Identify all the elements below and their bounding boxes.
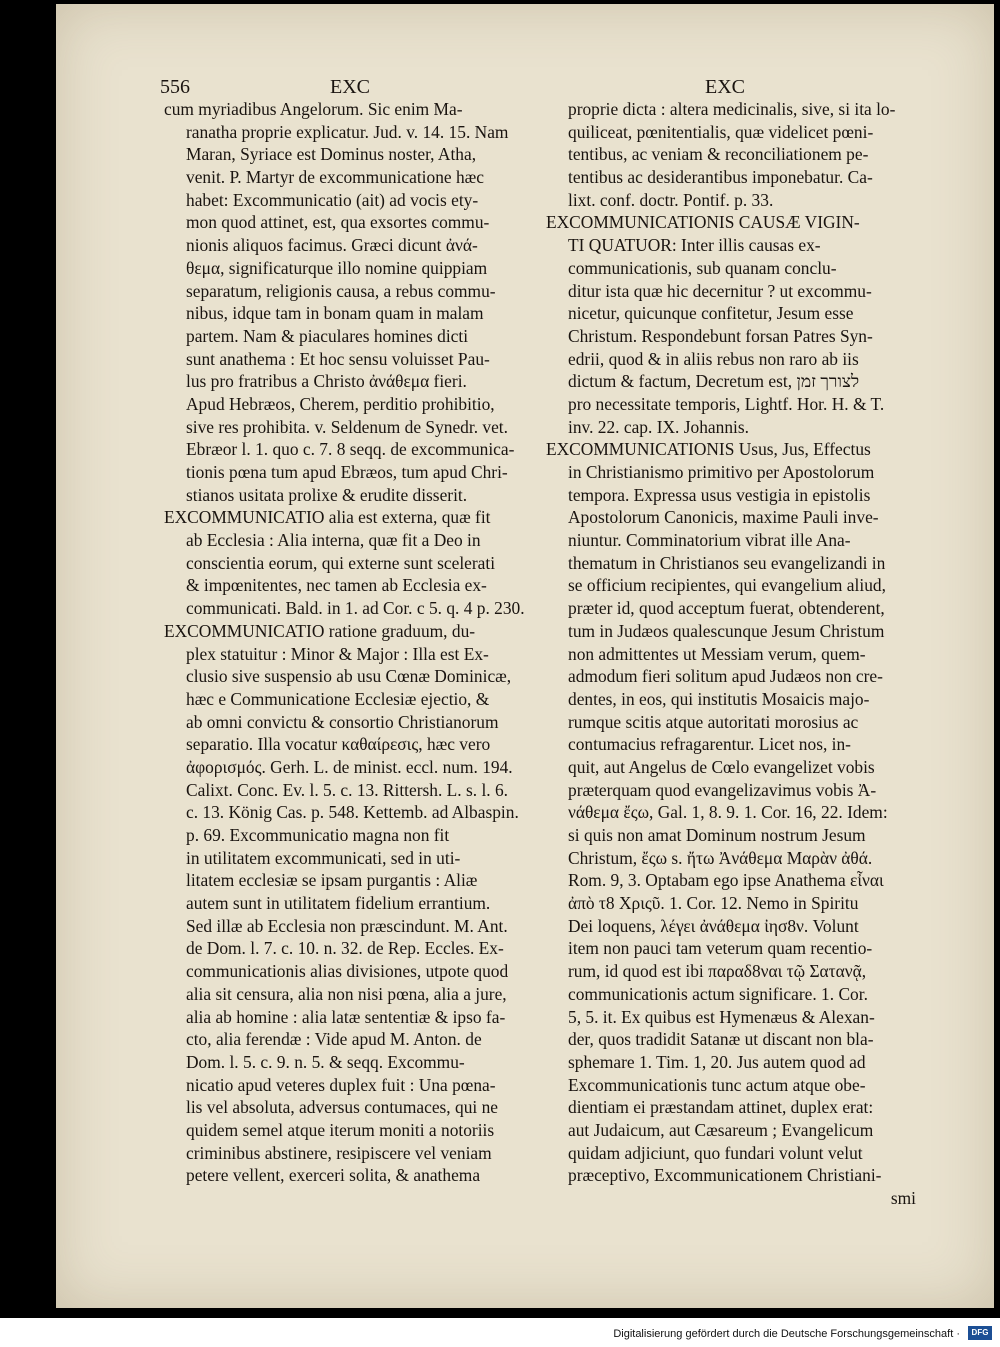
- text-line: si quis non amat Dominum nostrum Jesum: [568, 825, 866, 845]
- text-line: proprie dicta : altera medicinalis, sive, si ita lo-: [568, 99, 896, 119]
- text-line: nibus, idque tam in bonam quam in malam: [186, 303, 484, 324]
- text-line: partem. Nam & piaculares homines dicti: [186, 325, 469, 346]
- catchword: smi: [890, 1188, 916, 1208]
- text-line: Excommunicationis tunc actum atque obe-: [568, 1074, 866, 1095]
- text-line: lus pro fratribus a Christo ἀνάθεμα fieri.: [186, 371, 467, 392]
- text-line: Dei loquens, λέγει ἀνάθεμα ἰησ8ν. Volunt: [568, 915, 859, 936]
- text-line: tionis pœna tum apud Ebræos, tum apud Chri-: [186, 462, 508, 482]
- text-line: Rom. 9, 3. Optabam ego ipse Anathema εἶναι: [568, 870, 884, 891]
- text-line: niuntur. Comminatorium vibrat ille Ana-: [568, 530, 851, 551]
- text-line: & impœnitentes, nec tamen ab Ecclesia ex-: [186, 575, 487, 596]
- text-line: aut Judaicum, aut Cæsareum ; Evangelicum: [568, 1119, 874, 1140]
- text-line: tempora. Expressa usus vestigia in epistolis: [568, 484, 871, 505]
- text-line: tum in Judæos qualescunque Jesum Christum: [568, 620, 885, 641]
- text-line: separatum, religionis causa, a rebus commu-: [186, 280, 496, 301]
- text-line: nicetur, quicunque confitetur, Jesum esse: [568, 303, 854, 324]
- text-line: sive res prohibita. v. Seldenum de Synedr. vet.: [186, 416, 508, 437]
- text-line: ab Ecclesia : Alia interna, quæ fit a Deo in: [186, 530, 481, 551]
- text-line: item non pauci tam veterum quam recentio-: [568, 938, 873, 959]
- text-line: νάθεμα ἔςω, Gal. 1, 8. 9. 1. Cor. 16, 22. Idem:: [568, 802, 888, 823]
- text-line: mon quod attinet, est, qua exsortes commu-: [186, 212, 490, 233]
- text-line: lixt. conf. doctr. Pontif. p. 33.: [568, 189, 774, 210]
- text-line: nicatio apud veteres duplex fuit : Una pœna-: [186, 1074, 496, 1095]
- text-line: admodum fieri solitum apud Judæos non cre-: [568, 666, 883, 687]
- text-line: TI QUATUOR: Inter illis causas ex-: [568, 235, 821, 256]
- footer-bar: [0, 1318, 1000, 1347]
- text-line: petere vellent, exerceri solita, & anathema: [186, 1165, 481, 1186]
- text-line: rumque scitis atque autoritati morosius ac: [568, 711, 859, 732]
- text-line: tentibus ac desiderantibus imponebatur. Ca-: [568, 167, 873, 188]
- footer-credit: Digitalisierung gefördert durch die Deutsche Forschungsgemeinschaft ·: [613, 1328, 960, 1340]
- text-line: p. 69. Excommunicatio magna non fit: [186, 825, 450, 845]
- text-line: 5, 5. it. Ex quibus est Hymenæus & Alexan-: [568, 1006, 875, 1027]
- running-head-right: EXC: [705, 76, 745, 98]
- text-line: dientiam ei præstandam attinet, duplex erat:: [568, 1097, 874, 1118]
- text-line: θεμα, significaturque illo nomine quippiam: [186, 257, 488, 278]
- text-line: Calixt. Conc. Ev. l. 5. c. 13. Rittersh. L. s. l. 6.: [186, 779, 509, 800]
- text-line: clusio sive suspensio ab usu Cœnæ Dominicæ,: [186, 666, 512, 687]
- text-line: separatio. Illa vocatur καθαίρεσις, hæc vero: [186, 734, 491, 755]
- text-line: rum, id quod est ibi παραδ8ναι τῷ Σατανᾷ,: [568, 961, 867, 982]
- text-line: in Christianismo primitivo per Apostolorum: [568, 462, 875, 482]
- text-line: der, quos tradidit Satanæ ut discant non bla-: [568, 1029, 874, 1050]
- text-line: litatem ecclesiæ se ipsam purgantis : Aliæ: [186, 870, 478, 891]
- text-line: tentibus, ac veniam & reconciliationem pe-: [568, 144, 869, 165]
- text-line: Sed illæ ab Ecclesia non præscindunt. M. Ant.: [186, 915, 508, 936]
- text-line: sphemare 1. Tim. 1, 20. Jus autem quod ad: [568, 1051, 866, 1072]
- running-head-left: EXC: [330, 76, 370, 98]
- text-line: dictum & factum, Decretum est, לצורך זמן: [568, 371, 860, 392]
- text-line: quidem semel atque iterum moniti a notoriis: [186, 1119, 495, 1140]
- text-line: edrii, quod & in aliis rebus non raro ab iis: [568, 348, 859, 369]
- text-line: non admittentes ut Messiam verum, quem-: [568, 643, 866, 664]
- text-line: pro necessitate temporis, Lightf. Hor. H. & T.: [568, 393, 885, 414]
- text-line: præter id, quod acceptum fuerat, obtenderent,: [568, 598, 885, 619]
- text-line: EXCOMMUNICATIO alia est externa, quæ fit: [164, 507, 491, 528]
- text-line: præceptivo, Excommunicationem Christiani-: [568, 1165, 882, 1186]
- text-line: cum myriadibus Angelorum. Sic enim Ma-: [164, 99, 463, 119]
- text-line: communicationis, sub quanam conclu-: [568, 257, 837, 278]
- text-line: criminibus abstinere, resipiscere vel veniam: [186, 1142, 492, 1163]
- text-line: communicationis alias divisiones, utpote quod: [186, 961, 509, 982]
- text-line: cto, alia ferendæ : Vide apud M. Anton. de: [186, 1029, 482, 1050]
- text-line: alia sit censura, alia non nisi pœna, alia a jure,: [186, 983, 507, 1004]
- right-column: [546, 98, 924, 1210]
- text-line: venit. P. Martyr de excommunicatione hæc: [186, 167, 484, 188]
- text-line: stianos usitata prolixe & erudite disserit.: [186, 484, 468, 505]
- text-line: se officium recipientes, qui evangelium aliud,: [568, 575, 886, 596]
- text-line: quidam adjiciunt, quo fundari volunt velut: [568, 1142, 863, 1163]
- text-line: communicati. Bald. in 1. ad Cor. c 5. q. 4 p. 230.: [186, 598, 525, 619]
- text-line: ranatha proprie explicatur. Jud. v. 14. 15. Nam: [186, 121, 509, 142]
- page-number: 556: [160, 76, 190, 98]
- text-line: communicationis actum significare. 1. Cor.: [568, 983, 868, 1004]
- text-line: plex statuitur : Minor & Major : Illa est Ex-: [186, 643, 489, 664]
- text-line: EXCOMMUNICATIONIS Usus, Jus, Effectus: [546, 439, 871, 460]
- text-line: Apostolorum Canonicis, maxime Pauli inve-: [568, 507, 879, 528]
- text-line: inv. 22. cap. IX. Johannis.: [568, 416, 749, 437]
- text-line: præterquam quod evangelizavimus vobis Ἀ-: [568, 779, 877, 800]
- text-line: hæc e Communicatione Ecclesiæ ejectio, &: [186, 688, 490, 709]
- text-line: alia ab homine : alia latæ sententiæ & ipso fa-: [186, 1006, 506, 1027]
- text-line: contumacius refragarentur. Licet nos, in-: [568, 734, 851, 755]
- text-line: lis vel absoluta, adversus contumaces, qui ne: [186, 1097, 498, 1118]
- text-line: EXCOMMUNICATIO ratione graduum, du-: [164, 620, 476, 641]
- text-line: nionis aliquos facimus. Græci dicunt ἀνά-: [186, 235, 478, 256]
- text-line: Apud Hebræos, Cherem, perditio prohibitio,: [186, 393, 495, 414]
- text-line: ἀφορισμός. Gerh. L. de minist. eccl. num. 194.: [186, 756, 513, 777]
- left-column: [164, 98, 534, 1187]
- text-line: EXCOMMUNICATIONIS CAUSÆ VIGIN-: [546, 212, 860, 233]
- text-line: thematum in Christianos seu evangelizandi in: [568, 552, 886, 573]
- text-line: Ebræor l. 1. quo c. 7. 8 seqq. de excommunica-: [186, 439, 515, 460]
- text-line: habet: Excommunicatio (ait) ad vocis ety-: [186, 189, 479, 210]
- text-line: ab omni convictu & consortio Christianorum: [186, 711, 499, 732]
- text-line: conscientia eorum, qui externe sunt scelerati: [186, 552, 496, 573]
- text-line: in utilitatem excommunicati, sed in uti-: [186, 847, 461, 868]
- text-line: quiliceat, pœnitentialis, quæ videlicet pœni-: [568, 121, 874, 142]
- text-line: Maran, Syriace est Dominus noster, Atha,: [186, 144, 477, 165]
- text-line: Christum, ἔςω s. ἤτω Ἀνάθεμα Μαρὰν ἀθά.: [568, 847, 873, 868]
- text-line: Dom. l. 5. c. 9. n. 5. & seqq. Excommu-: [186, 1051, 465, 1072]
- dfg-logo: DFG: [968, 1326, 992, 1340]
- text-line: autem sunt in utilitatem fidelium errantium.: [186, 893, 491, 914]
- text-line: Christum. Respondebunt forsan Patres Syn-: [568, 325, 873, 346]
- text-line: de Dom. l. 7. c. 10. n. 32. de Rep. Eccles. Ex-: [186, 938, 504, 959]
- text-line: dentes, in eos, qui institutis Mosaicis majo-: [568, 688, 870, 709]
- text-line: sunt anathema : Et hoc sensu voluisset Pau-: [186, 348, 490, 369]
- text-line: c. 13. König Cas. p. 548. Kettemb. ad Albaspin.: [186, 802, 519, 823]
- text-line: ditur ista quæ hic decernitur ? ut excommu-: [568, 280, 872, 301]
- text-line: ἀπὸ τ8 Χριςῦ. 1. Cor. 12. Nemo in Spiritu: [568, 893, 859, 914]
- text-line: quit, aut Angelus de Cœlo evangelizet vobis: [568, 756, 875, 777]
